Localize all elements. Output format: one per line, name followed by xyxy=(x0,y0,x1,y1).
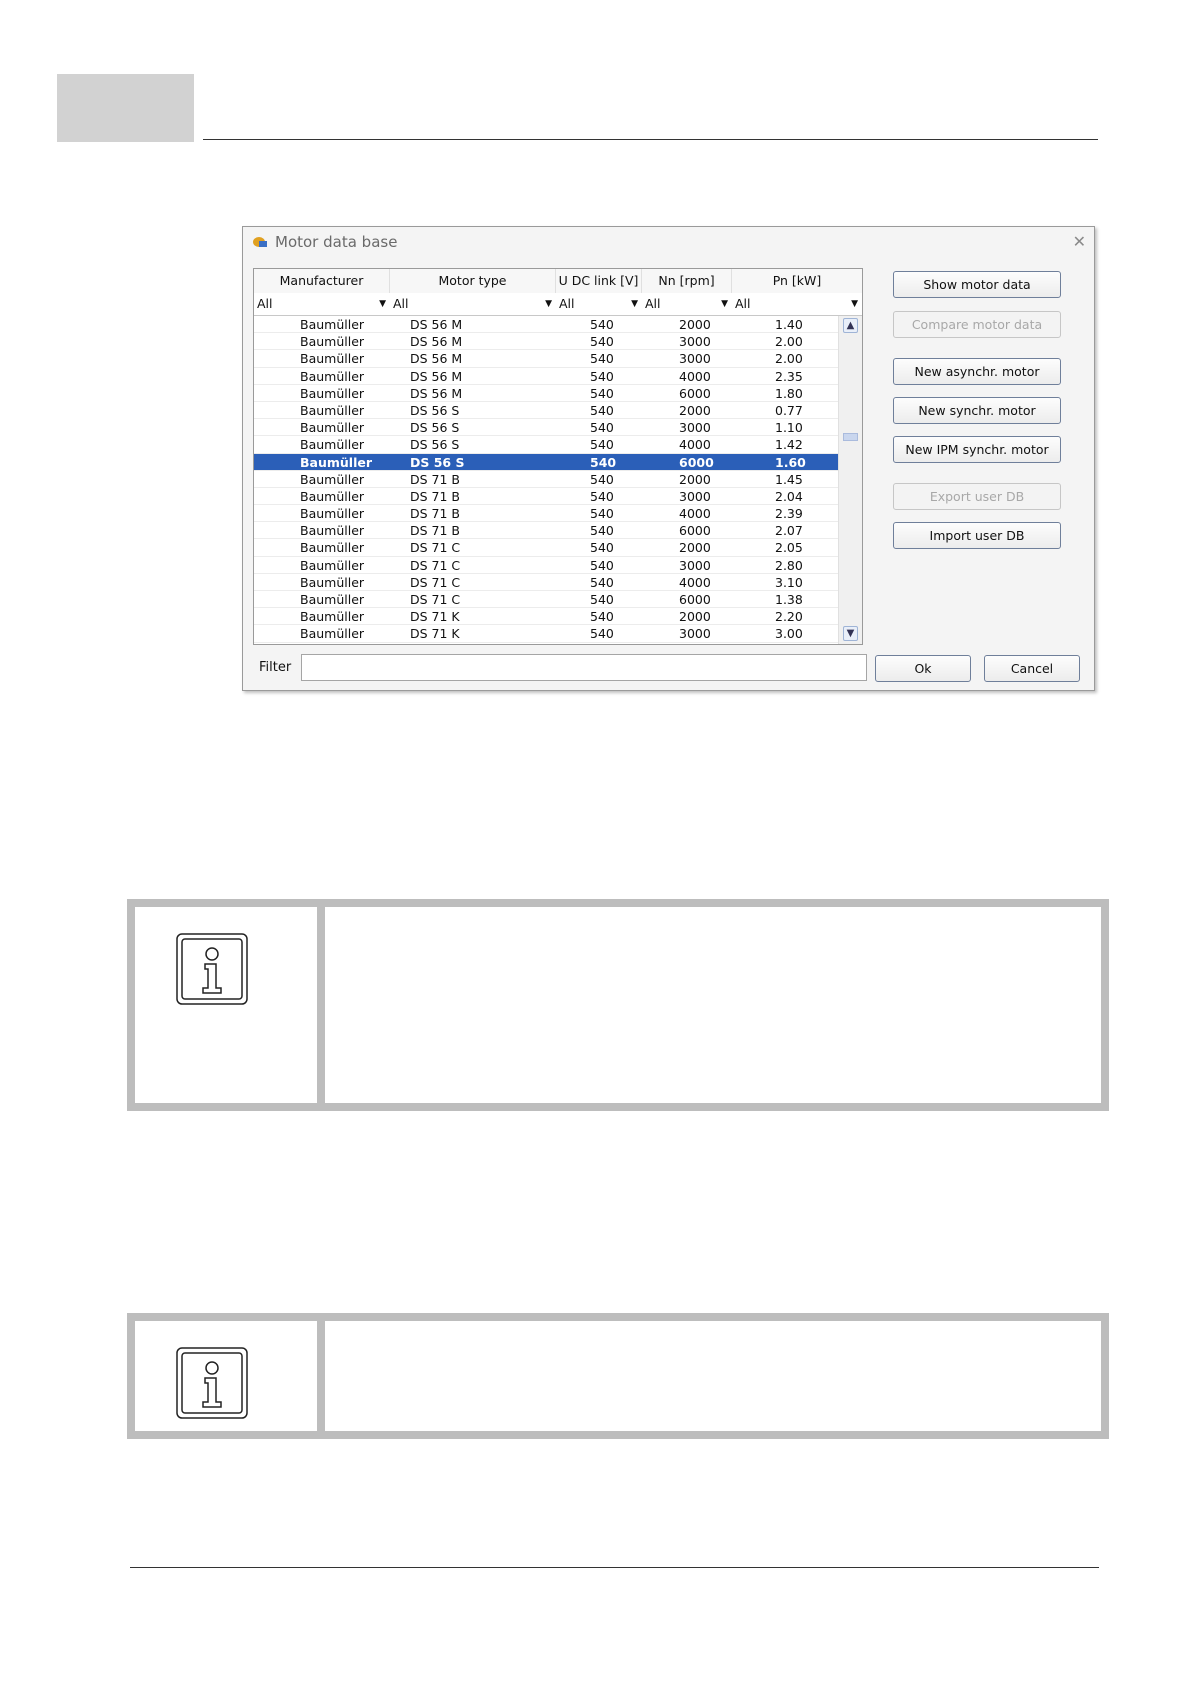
dialog-titlebar[interactable] xyxy=(243,227,1094,257)
cell-nn: 4000 xyxy=(679,368,711,384)
cell-u-dc-link: 540 xyxy=(590,317,614,332)
import-user-db-button[interactable]: Import user DB xyxy=(893,522,1061,549)
cell-motor-type: DS 56 M xyxy=(410,317,463,332)
cell-manufacturer: Baumüller xyxy=(300,334,365,350)
table-row[interactable] xyxy=(254,350,838,367)
cell-u-dc-link: 540 xyxy=(590,506,614,522)
dropdown-arrow-icon[interactable]: ▼ xyxy=(631,299,638,309)
cell-pn: 1.60 xyxy=(775,454,806,470)
header-rule xyxy=(203,139,1098,140)
cell-pn: 1.80 xyxy=(775,385,803,401)
cell-motor-type: DS 71 C xyxy=(410,592,461,607)
cell-motor-type: DS 56 S xyxy=(410,437,460,453)
filter-value: All xyxy=(257,296,273,311)
cell-pn: 1.10 xyxy=(775,420,803,436)
cell-manufacturer: Baumüller xyxy=(300,506,365,522)
cell-pn: 2.07 xyxy=(775,523,803,539)
table-row[interactable] xyxy=(254,574,838,591)
cell-pn: 3.10 xyxy=(775,574,803,590)
table-row[interactable] xyxy=(254,625,838,642)
filter-value: All xyxy=(645,296,661,311)
cell-u-dc-link: 540 xyxy=(590,402,614,418)
cell-u-dc-link: 540 xyxy=(590,334,614,350)
table-row[interactable] xyxy=(254,316,838,333)
cell-nn: 3000 xyxy=(679,334,711,350)
cell-u-dc-link: 540 xyxy=(590,471,614,487)
new-asynchr-motor-button[interactable]: New asynchr. motor xyxy=(893,358,1061,385)
cell-u-dc-link: 540 xyxy=(590,626,614,642)
cell-manufacturer: Baumüller xyxy=(300,437,365,453)
table-row[interactable] xyxy=(254,471,838,488)
table-row[interactable] xyxy=(254,522,838,539)
info-icon xyxy=(176,933,248,1005)
cell-nn: 6000 xyxy=(679,385,711,401)
cell-nn: 2000 xyxy=(679,609,711,625)
export-user-db-button[interactable]: Export user DB xyxy=(893,483,1061,510)
cell-u-dc-link: 540 xyxy=(590,420,614,436)
scroll-down-icon[interactable]: ▼ xyxy=(843,626,858,641)
info-note-icon-column xyxy=(135,1321,325,1431)
cell-u-dc-link: 540 xyxy=(590,351,614,367)
table-row[interactable] xyxy=(254,402,838,419)
cell-u-dc-link: 540 xyxy=(590,592,614,607)
footer-rule xyxy=(130,1567,1099,1568)
cell-pn: 0.77 xyxy=(775,402,803,418)
cell-pn: 2.04 xyxy=(775,488,803,504)
cell-motor-type: DS 71 C xyxy=(410,540,461,556)
cell-pn: 1.45 xyxy=(775,471,803,487)
cell-manufacturer: Baumüller xyxy=(300,626,365,642)
cell-manufacturer: Baumüller xyxy=(300,351,365,367)
cell-pn: 2.20 xyxy=(775,609,803,625)
table-body xyxy=(254,316,838,643)
cell-nn: 4000 xyxy=(679,574,711,590)
column-header-motor-type[interactable]: Motor type xyxy=(390,269,556,293)
cell-motor-type: DS 71 B xyxy=(410,506,460,522)
cell-pn: 2.80 xyxy=(775,557,803,573)
cell-manufacturer: Baumüller xyxy=(300,317,365,332)
cell-nn: 3000 xyxy=(679,488,711,504)
new-synchr-motor-button[interactable]: New synchr. motor xyxy=(893,397,1061,424)
cell-motor-type: DS 71 K xyxy=(410,609,460,625)
cell-u-dc-link: 540 xyxy=(590,540,614,556)
cell-manufacturer: Baumüller xyxy=(300,592,365,607)
table-row[interactable] xyxy=(254,557,838,574)
cell-pn: 1.40 xyxy=(775,317,803,332)
cell-u-dc-link: 540 xyxy=(590,437,614,453)
cell-pn: 1.42 xyxy=(775,437,803,453)
cell-u-dc-link: 540 xyxy=(590,557,614,573)
table-row[interactable] xyxy=(254,505,838,522)
cell-motor-type: DS 71 B xyxy=(410,523,460,539)
filter-label: Filter xyxy=(259,660,292,675)
cell-nn: 3000 xyxy=(679,557,711,573)
filter-motor-type[interactable] xyxy=(390,293,556,315)
cancel-button[interactable]: Cancel xyxy=(984,655,1080,682)
cell-motor-type: DS 56 M xyxy=(410,351,463,367)
cell-u-dc-link: 540 xyxy=(590,454,617,470)
cell-pn: 1.38 xyxy=(775,592,803,607)
table-row[interactable] xyxy=(254,539,838,556)
header-tab-block xyxy=(57,74,194,142)
scroll-thumb[interactable] xyxy=(843,433,858,441)
cell-nn: 6000 xyxy=(679,523,711,539)
cell-u-dc-link: 540 xyxy=(590,574,614,590)
cell-nn: 4000 xyxy=(679,506,711,522)
table-row[interactable] xyxy=(254,608,838,625)
cell-pn: 3.00 xyxy=(775,626,803,642)
cell-motor-type: DS 56 M xyxy=(410,334,463,350)
info-icon xyxy=(176,1347,248,1419)
cell-pn: 2.39 xyxy=(775,506,803,522)
table-row[interactable] xyxy=(254,385,838,402)
dropdown-arrow-icon[interactable]: ▼ xyxy=(379,299,386,309)
cell-motor-type: DS 56 S xyxy=(410,454,465,470)
cell-motor-type: DS 56 S xyxy=(410,402,460,418)
cell-nn: 3000 xyxy=(679,351,711,367)
cell-pn: 2.00 xyxy=(775,334,803,350)
table-row-selected[interactable] xyxy=(254,454,838,471)
cell-motor-type: DS 71 K xyxy=(410,626,460,642)
cell-manufacturer: Baumüller xyxy=(300,557,365,573)
cell-nn: 3000 xyxy=(679,626,711,642)
column-header-pn[interactable]: Pn [kW] xyxy=(772,273,822,288)
cell-u-dc-link: 540 xyxy=(590,385,614,401)
close-icon[interactable]: ✕ xyxy=(1072,232,1086,251)
cell-manufacturer: Baumüller xyxy=(300,609,365,625)
motor-table xyxy=(253,268,863,645)
info-note-box-2 xyxy=(127,1313,1109,1439)
cell-manufacturer: Baumüller xyxy=(300,540,365,556)
filter-nn[interactable] xyxy=(642,293,732,315)
cell-u-dc-link: 540 xyxy=(590,523,614,539)
table-header xyxy=(254,269,862,294)
filter-input[interactable] xyxy=(301,654,867,681)
filter-value: All xyxy=(735,296,751,311)
motor-database-dialog xyxy=(242,226,1095,691)
cell-nn: 2000 xyxy=(679,317,711,332)
cell-nn: 2000 xyxy=(679,540,711,556)
cell-nn: 4000 xyxy=(679,437,711,453)
column-header-manufacturer[interactable]: Manufacturer xyxy=(254,269,390,293)
cell-u-dc-link: 540 xyxy=(590,488,614,504)
cell-motor-type: DS 71 C xyxy=(410,557,461,573)
filter-row xyxy=(254,293,862,316)
filter-value: All xyxy=(393,296,409,311)
filter-manufacturer[interactable] xyxy=(254,293,390,315)
dropdown-arrow-icon[interactable]: ▼ xyxy=(721,299,728,309)
table-row[interactable] xyxy=(254,436,838,453)
cell-motor-type: DS 56 M xyxy=(410,385,463,401)
filter-u-dc-link[interactable] xyxy=(556,293,642,315)
show-motor-data-button[interactable]: Show motor data xyxy=(893,271,1061,298)
cell-motor-type: DS 71 B xyxy=(410,488,460,504)
cell-u-dc-link: 540 xyxy=(590,609,614,625)
cell-pn: 2.00 xyxy=(775,351,803,367)
cell-nn: 6000 xyxy=(679,592,711,607)
new-ipm-synchr-motor-button[interactable]: New IPM synchr. motor xyxy=(893,436,1061,463)
motor-app-icon xyxy=(253,236,267,248)
vertical-scrollbar[interactable] xyxy=(838,316,863,644)
cell-manufacturer: Baumüller xyxy=(300,420,365,436)
cell-manufacturer: Baumüller xyxy=(300,402,365,418)
dialog-title: Motor data base xyxy=(275,233,398,251)
cell-manufacturer: Baumüller xyxy=(300,454,372,470)
cell-motor-type: DS 71 B xyxy=(410,471,460,487)
ok-button[interactable]: Ok xyxy=(875,655,971,682)
cell-u-dc-link: 540 xyxy=(590,368,614,384)
cell-manufacturer: Baumüller xyxy=(300,488,365,504)
cell-nn: 2000 xyxy=(679,402,711,418)
cell-manufacturer: Baumüller xyxy=(300,523,365,539)
table-row[interactable] xyxy=(254,488,838,505)
cell-nn: 2000 xyxy=(679,471,711,487)
table-row[interactable] xyxy=(254,368,838,385)
info-note-box-1 xyxy=(127,899,1109,1111)
cell-manufacturer: Baumüller xyxy=(300,368,365,384)
cell-nn: 3000 xyxy=(679,420,711,436)
dropdown-arrow-icon[interactable]: ▼ xyxy=(851,299,858,309)
scroll-up-icon[interactable]: ▲ xyxy=(843,318,858,333)
cell-pn: 2.35 xyxy=(775,368,803,384)
cell-nn: 6000 xyxy=(679,454,714,470)
cell-motor-type: DS 71 C xyxy=(410,574,461,590)
cell-manufacturer: Baumüller xyxy=(300,574,365,590)
cell-motor-type: DS 56 S xyxy=(410,420,460,436)
table-row[interactable] xyxy=(254,591,838,608)
cell-pn: 2.05 xyxy=(775,540,803,556)
cell-motor-type: DS 56 M xyxy=(410,368,463,384)
table-row[interactable] xyxy=(254,333,838,350)
column-header-nn[interactable]: Nn [rpm] xyxy=(642,269,732,293)
info-note-icon-column xyxy=(135,907,325,1103)
cell-manufacturer: Baumüller xyxy=(300,471,365,487)
compare-motor-data-button[interactable]: Compare motor data xyxy=(893,311,1061,338)
filter-value: All xyxy=(559,296,575,311)
table-row[interactable] xyxy=(254,419,838,436)
filter-pn[interactable] xyxy=(732,293,862,315)
cell-manufacturer: Baumüller xyxy=(300,385,365,401)
dropdown-arrow-icon[interactable]: ▼ xyxy=(545,299,552,309)
column-header-u-dc-link[interactable]: U DC link [V] xyxy=(556,269,642,293)
